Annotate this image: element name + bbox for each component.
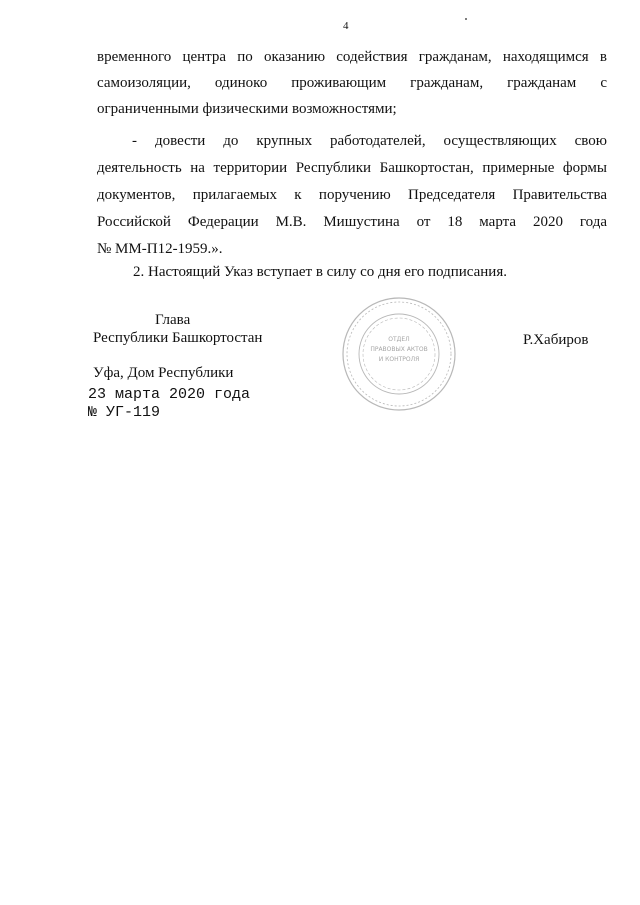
stamp-text-line2: ПРАВОВЫХ АКТОВ xyxy=(370,346,428,353)
decree-effective-clause: 2. Настоящий Указ вступает в силу со дня его подписания. xyxy=(133,264,507,280)
text-line: документов, прилагаемых к поручению Председателя Правительства xyxy=(97,187,607,203)
signatory-name: Р.Хабиров xyxy=(523,332,589,348)
decree-number: № УГ-119 xyxy=(88,404,161,421)
scan-speck xyxy=(465,18,467,20)
signing-place: Уфа, Дом Республики xyxy=(93,365,234,381)
official-stamp xyxy=(340,295,458,413)
signing-date: 23 марта 2020 года xyxy=(88,386,251,403)
text-line: самоизоляции, одиноко проживающим гражданам, гражданам с xyxy=(97,75,607,91)
text-line: № ММ-П12-1959.». xyxy=(97,241,223,257)
text-line: Российской Федерации М.В. Мишустина от 18 марта 2020 года xyxy=(97,214,607,230)
stamp-text-line1: ОТДЕЛ xyxy=(388,336,410,343)
text-line: ограниченными физическими возможностями; xyxy=(97,101,397,117)
text-line: деятельность на территории Республики Башкортостан, примерные формы xyxy=(97,160,607,176)
signatory-title-line1: Глава xyxy=(155,312,191,328)
page-number: 4 xyxy=(343,20,349,32)
text-line: - довести до крупных работодателей, осуществляющих свою xyxy=(132,133,607,149)
text-line: временного центра по оказанию содействия гражданам, находящимся в xyxy=(97,49,607,65)
signatory-title-line2: Республики Башкортостан xyxy=(93,330,263,346)
stamp-text-line3: И КОНТРОЛЯ xyxy=(378,356,420,363)
